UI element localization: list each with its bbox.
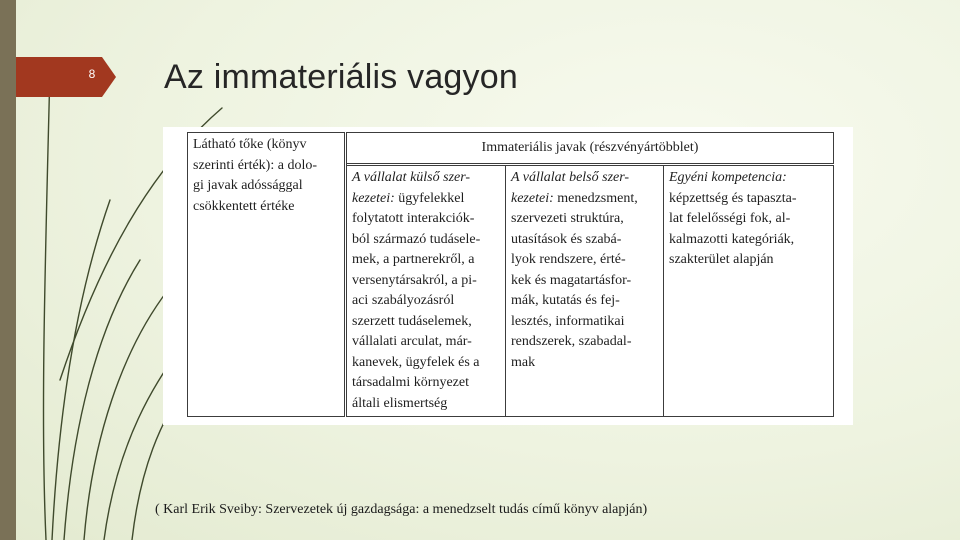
source-caption: ( Karl Erik Sveiby: Szervezetek új gazdagsága: a menedzselt tudás című könyv alapján) <box>155 502 648 517</box>
individual-competence-cell <box>664 165 834 417</box>
slide-title: Az immateriális vagyon <box>164 58 518 96</box>
individual-competence-text: képzettség és tapaszta- lat felelősségi fok, al- kalmazotti kategóriák, szakterület alapján <box>669 190 797 267</box>
individual-competence-title: Egyéni kompetencia: <box>669 170 787 185</box>
deco-line-3 <box>64 260 140 540</box>
external-structure-text: ügyfelekkel folytatott interakciók- ból származó tudásele- mek, a partnerekről, a versenytársakról, a pi- aci szabályozásról szerzett tudáselemek, vállalati arculat, már- kanevek, ügyfelek és a társadalmi környezet általi elismertség <box>352 190 481 411</box>
left-side-bar <box>0 0 16 540</box>
internal-structure-text: menedzsment, szervezeti struktúra, utasítások és szabá- lyok rendszere, érté- kek és magatartásfor- mák, kutatás és fej- lesztés, informatikai rendszerek, szabadal- mak <box>511 190 638 370</box>
internal-structure-cell <box>506 165 664 417</box>
visible-capital-cell <box>188 133 346 417</box>
slide-number: 8 <box>88 67 96 81</box>
intangible-assets-header: Immateriális javak (részvényártöbblet) <box>346 133 834 165</box>
table-figure <box>163 127 853 425</box>
deco-line-1 <box>43 70 50 540</box>
external-structure-title: A vállalat külső szer- kezetei: <box>352 170 471 206</box>
visible-capital-text: Látható tőke (könyv szerinti érték): a dolo- gi javak adóssággal csökkentett értéke <box>193 137 318 214</box>
external-structure-cell <box>346 165 506 417</box>
deco-line-2 <box>52 200 110 540</box>
internal-structure-title: A vállalat belső szer- kezetei: <box>511 170 630 206</box>
intangible-assets-table <box>187 132 834 417</box>
